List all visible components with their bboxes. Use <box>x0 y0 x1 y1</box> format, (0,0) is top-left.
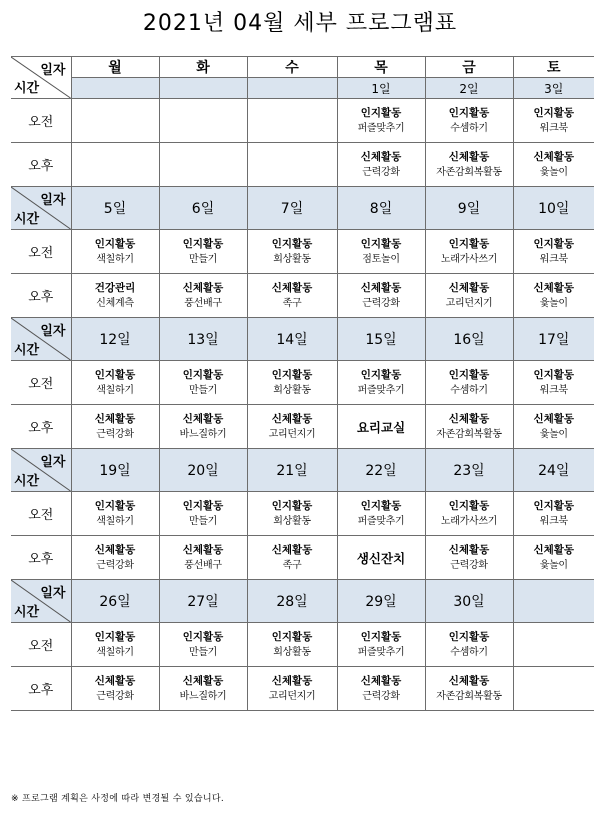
activity-detail: 근력강화 <box>96 559 134 571</box>
activity-category: 인지활동 <box>533 368 575 381</box>
activity-cell <box>159 274 247 318</box>
activity-cell <box>337 99 425 143</box>
activity-category: 신체활동 <box>448 543 490 556</box>
date-cell: 27일 <box>159 580 247 623</box>
weekday-header: 월 <box>71 57 159 78</box>
morning-row <box>11 361 594 405</box>
afternoon-row <box>11 667 594 711</box>
activity-cell <box>71 361 159 405</box>
activity-category: 인지활동 <box>182 499 224 512</box>
activity-detail: 퍼즐맞추기 <box>357 515 405 527</box>
activity-category: 인지활동 <box>448 630 490 643</box>
activity-detail: 노래가사쓰기 <box>440 253 498 265</box>
page-title: 2021년 04월 세부 프로그램표 <box>142 11 458 36</box>
activity-cell <box>247 274 337 318</box>
activity-cell <box>425 536 513 580</box>
date-cell <box>513 580 594 623</box>
date-cell: 14일 <box>247 318 337 361</box>
activity-detail: 자존감회복활동 <box>436 166 502 178</box>
activity-detail: 근력강화 <box>450 559 488 571</box>
activity-category: 인지활동 <box>360 106 402 119</box>
date-row <box>11 78 594 99</box>
activity-detail: 수셈하기 <box>450 384 488 396</box>
activity-cell <box>247 667 337 711</box>
activity-cell <box>247 405 337 449</box>
activity-category: 신체활동 <box>182 412 224 425</box>
activity-detail: 윷놀이 <box>539 166 568 178</box>
corner-header-cell <box>11 57 71 99</box>
morning-label: 오전 <box>11 230 71 274</box>
activity-category: 신체활동 <box>94 412 136 425</box>
activity-detail: 고리던지기 <box>268 428 316 440</box>
activity-detail: 워크북 <box>539 122 568 134</box>
activity-cell <box>159 536 247 580</box>
activity-category: 인지활동 <box>448 106 490 119</box>
activity-detail: 근력강화 <box>362 297 400 309</box>
activity-detail: 윷놀이 <box>539 428 568 440</box>
activity-detail: 워크북 <box>539 384 568 396</box>
activity-category: 인지활동 <box>271 630 313 643</box>
corner-header-cell <box>11 318 71 361</box>
activity-detail: 근력강화 <box>362 166 400 178</box>
activity-detail: 만들기 <box>188 253 218 265</box>
activity-category: 인지활동 <box>94 499 136 512</box>
activity-cell <box>71 230 159 274</box>
activity-cell <box>513 405 594 449</box>
activity-detail: 워크북 <box>539 253 568 265</box>
activity-cell <box>159 230 247 274</box>
time-axis-label: 시간 <box>14 81 40 96</box>
activity-cell <box>247 492 337 536</box>
activity-category: 인지활동 <box>360 368 402 381</box>
activity-detail: 워크북 <box>539 515 568 527</box>
activity-cell <box>71 274 159 318</box>
activity-cell <box>513 667 594 711</box>
activity-category: 인지활동 <box>94 368 136 381</box>
activity-detail: 회상활동 <box>273 515 311 527</box>
activity-cell <box>513 492 594 536</box>
weekday-header: 목 <box>337 57 425 78</box>
corner-header-cell <box>11 187 71 230</box>
activity-cell <box>71 667 159 711</box>
activity-category: 인지활동 <box>360 237 402 250</box>
activity-detail: 근력강화 <box>362 690 400 702</box>
date-cell: 5일 <box>71 187 159 230</box>
activity-cell <box>513 361 594 405</box>
activity-category: 신체활동 <box>271 543 313 556</box>
activity-cell <box>247 361 337 405</box>
activity-category: 신체활동 <box>533 412 575 425</box>
activity-detail: 회상활동 <box>273 253 311 265</box>
activity-detail: 풍선배구 <box>184 297 222 309</box>
date-cell: 20일 <box>159 449 247 492</box>
activity-category: 신체활동 <box>271 674 313 687</box>
activity-cell <box>71 143 159 187</box>
activity-detail: 회상활동 <box>273 646 311 658</box>
activity-detail: 노래가사쓰기 <box>440 515 498 527</box>
activity-detail: 윷놀이 <box>539 559 568 571</box>
afternoon-label: 오후 <box>11 143 71 187</box>
weekday-header: 금 <box>425 57 513 78</box>
activity-category: 신체활동 <box>182 281 224 294</box>
weekday-header-row <box>11 57 594 78</box>
activity-category: 신체활동 <box>94 543 136 556</box>
morning-label: 오전 <box>11 623 71 667</box>
afternoon-label: 오후 <box>11 536 71 580</box>
corner-header-cell <box>11 449 71 492</box>
date-cell: 19일 <box>71 449 159 492</box>
event-title: 요리교실 <box>356 419 406 435</box>
activity-cell <box>159 492 247 536</box>
activity-detail: 만들기 <box>188 646 218 658</box>
morning-row <box>11 99 594 143</box>
activity-cell <box>513 99 594 143</box>
date-cell: 15일 <box>337 318 425 361</box>
activity-detail: 자존감회복활동 <box>436 690 502 702</box>
date-cell: 6일 <box>159 187 247 230</box>
activity-category: 신체활동 <box>533 281 575 294</box>
activity-category: 인지활동 <box>533 237 575 250</box>
activity-category: 신체활동 <box>94 674 136 687</box>
activity-cell <box>425 667 513 711</box>
week-header-row <box>11 449 594 492</box>
activity-cell <box>513 274 594 318</box>
activity-cell <box>247 623 337 667</box>
week-header-row <box>11 580 594 623</box>
date-cell: 10일 <box>513 187 594 230</box>
activity-category: 신체활동 <box>533 150 575 163</box>
activity-cell <box>425 361 513 405</box>
activity-cell <box>337 536 425 580</box>
activity-detail: 색칠하기 <box>96 646 134 658</box>
activity-cell <box>337 405 425 449</box>
event-title: 생신잔치 <box>356 550 406 566</box>
date-cell <box>71 78 159 99</box>
activity-cell <box>337 143 425 187</box>
activity-category: 인지활동 <box>448 237 490 250</box>
activity-category: 인지활동 <box>533 499 575 512</box>
activity-cell <box>71 623 159 667</box>
morning-row <box>11 230 594 274</box>
activity-cell <box>513 230 594 274</box>
activity-cell <box>337 492 425 536</box>
activity-category: 인지활동 <box>448 499 490 512</box>
morning-row <box>11 492 594 536</box>
activity-category: 인지활동 <box>271 237 313 250</box>
activity-cell <box>425 230 513 274</box>
activity-cell <box>159 405 247 449</box>
weekday-header: 화 <box>159 57 247 78</box>
morning-label: 오전 <box>11 99 71 143</box>
activity-category: 신체활동 <box>448 281 490 294</box>
activity-category: 신체활동 <box>360 674 402 687</box>
activity-detail: 고리던지기 <box>268 690 316 702</box>
activity-detail: 점토놀이 <box>362 253 400 265</box>
activity-cell <box>159 99 247 143</box>
activity-category: 신체활동 <box>448 412 490 425</box>
activity-category: 인지활동 <box>94 630 136 643</box>
date-cell: 12일 <box>71 318 159 361</box>
activity-detail: 퍼즐맞추기 <box>357 646 405 658</box>
activity-detail: 색칠하기 <box>96 384 134 396</box>
date-cell: 24일 <box>513 449 594 492</box>
date-cell: 28일 <box>247 580 337 623</box>
activity-detail: 퍼즐맞추기 <box>357 384 405 396</box>
week-header-row <box>11 318 594 361</box>
activity-category: 신체활동 <box>271 281 313 294</box>
activity-cell <box>425 405 513 449</box>
date-cell: 23일 <box>425 449 513 492</box>
activity-detail: 풍선배구 <box>184 559 222 571</box>
activity-detail: 만들기 <box>188 384 218 396</box>
activity-category: 인지활동 <box>533 106 575 119</box>
activity-cell <box>337 274 425 318</box>
date-cell: 30일 <box>425 580 513 623</box>
time-axis-label: 시간 <box>14 343 40 358</box>
date-cell: 26일 <box>71 580 159 623</box>
activity-cell <box>247 143 337 187</box>
activity-cell <box>337 361 425 405</box>
activity-cell <box>71 99 159 143</box>
afternoon-label: 오후 <box>11 274 71 318</box>
activity-cell <box>337 623 425 667</box>
activity-cell <box>513 536 594 580</box>
date-cell: 9일 <box>425 187 513 230</box>
week-header-row <box>11 187 594 230</box>
activity-category: 인지활동 <box>182 630 224 643</box>
date-cell: 16일 <box>425 318 513 361</box>
weekday-header: 수 <box>247 57 337 78</box>
activity-category: 인지활동 <box>182 237 224 250</box>
weekday-header: 토 <box>513 57 594 78</box>
activity-detail: 윷놀이 <box>539 297 568 309</box>
corner-header-cell <box>11 580 71 623</box>
activity-category: 신체활동 <box>533 543 575 556</box>
date-axis-label: 일자 <box>40 193 66 208</box>
afternoon-label: 오후 <box>11 667 71 711</box>
activity-category: 건강관리 <box>94 281 136 294</box>
date-cell <box>159 78 247 99</box>
activity-category: 인지활동 <box>360 630 402 643</box>
activity-cell <box>71 405 159 449</box>
date-axis-label: 일자 <box>40 324 66 339</box>
time-axis-label: 시간 <box>14 605 40 620</box>
activity-category: 인지활동 <box>360 499 402 512</box>
date-axis-label: 일자 <box>40 63 66 78</box>
activity-cell <box>425 143 513 187</box>
activity-category: 신체활동 <box>182 543 224 556</box>
date-axis-label: 일자 <box>40 586 66 601</box>
date-cell: 2일 <box>425 78 513 99</box>
activity-cell <box>425 274 513 318</box>
date-cell: 1일 <box>337 78 425 99</box>
footnote: ※ 프로그램 계획은 사정에 따라 변경될 수 있습니다. <box>11 794 225 804</box>
activity-cell <box>337 667 425 711</box>
time-axis-label: 시간 <box>14 212 40 227</box>
activity-detail: 신체계측 <box>96 297 134 309</box>
activity-cell <box>513 623 594 667</box>
afternoon-row <box>11 143 594 187</box>
activity-cell <box>247 99 337 143</box>
activity-cell <box>337 230 425 274</box>
date-cell: 29일 <box>337 580 425 623</box>
activity-detail: 족구 <box>282 559 302 571</box>
date-cell: 22일 <box>337 449 425 492</box>
schedule-table <box>11 56 594 711</box>
activity-category: 인지활동 <box>271 499 313 512</box>
date-cell: 3일 <box>513 78 594 99</box>
date-cell <box>247 78 337 99</box>
activity-cell <box>159 623 247 667</box>
date-cell: 7일 <box>247 187 337 230</box>
activity-detail: 퍼즐맞추기 <box>357 122 405 134</box>
activity-cell <box>425 492 513 536</box>
afternoon-row <box>11 274 594 318</box>
morning-label: 오전 <box>11 492 71 536</box>
activity-detail: 만들기 <box>188 515 218 527</box>
date-cell: 13일 <box>159 318 247 361</box>
activity-detail: 회상활동 <box>273 384 311 396</box>
activity-detail: 족구 <box>282 297 302 309</box>
activity-cell <box>425 623 513 667</box>
afternoon-label: 오후 <box>11 405 71 449</box>
activity-category: 인지활동 <box>271 368 313 381</box>
activity-detail: 수셈하기 <box>450 122 488 134</box>
afternoon-row <box>11 405 594 449</box>
activity-category: 신체활동 <box>360 281 402 294</box>
date-cell: 17일 <box>513 318 594 361</box>
activity-category: 인지활동 <box>448 368 490 381</box>
activity-cell <box>513 143 594 187</box>
time-axis-label: 시간 <box>14 474 40 489</box>
activity-detail: 자존감회복활동 <box>436 428 502 440</box>
activity-cell <box>247 536 337 580</box>
morning-label: 오전 <box>11 361 71 405</box>
activity-detail: 바느질하기 <box>179 690 227 702</box>
activity-detail: 근력강화 <box>96 690 134 702</box>
activity-cell <box>425 99 513 143</box>
activity-detail: 색칠하기 <box>96 515 134 527</box>
afternoon-row <box>11 536 594 580</box>
activity-category: 신체활동 <box>182 674 224 687</box>
morning-row <box>11 623 594 667</box>
activity-detail: 근력강화 <box>96 428 134 440</box>
activity-category: 신체활동 <box>448 150 490 163</box>
activity-category: 인지활동 <box>94 237 136 250</box>
activity-detail: 색칠하기 <box>96 253 134 265</box>
date-cell: 8일 <box>337 187 425 230</box>
activity-cell <box>247 230 337 274</box>
activity-detail: 고리던지기 <box>445 297 493 309</box>
activity-category: 신체활동 <box>360 150 402 163</box>
activity-cell <box>159 667 247 711</box>
activity-category: 신체활동 <box>448 674 490 687</box>
activity-cell <box>159 143 247 187</box>
activity-detail: 바느질하기 <box>179 428 227 440</box>
activity-cell <box>159 361 247 405</box>
activity-category: 신체활동 <box>271 412 313 425</box>
activity-detail: 수셈하기 <box>450 646 488 658</box>
activity-cell <box>71 536 159 580</box>
date-axis-label: 일자 <box>40 455 66 470</box>
activity-category: 인지활동 <box>182 368 224 381</box>
activity-cell <box>71 492 159 536</box>
date-cell: 21일 <box>247 449 337 492</box>
